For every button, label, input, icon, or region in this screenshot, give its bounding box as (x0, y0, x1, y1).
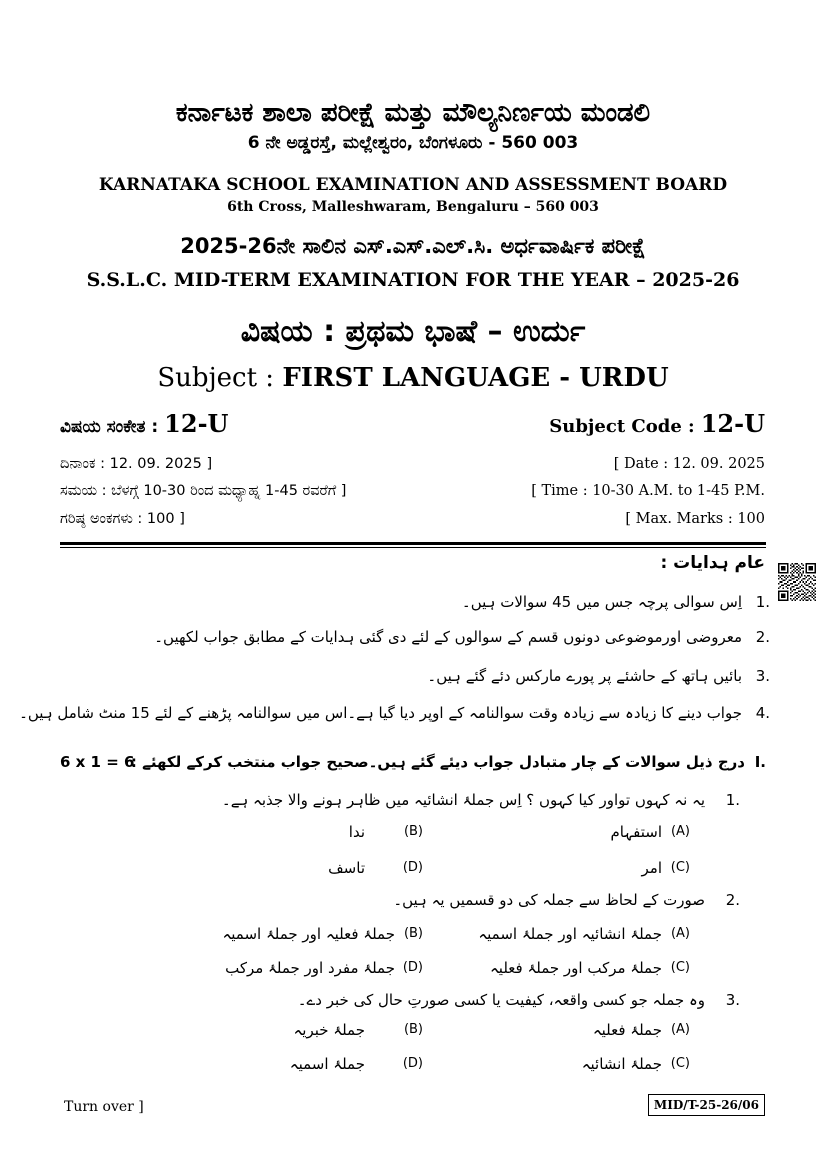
question-number: 1. (725, 791, 740, 809)
option-text: ندا (348, 823, 365, 841)
option-text: جملۂ اسمیہ (289, 1055, 365, 1073)
exam-title-english: S.S.L.C. MID-TERM EXAMINATION FOR THE YEAR – 2025-26 (86, 269, 740, 291)
option-text: تاسف (328, 859, 365, 877)
option-text: جملۂ مفرد اور جملۂ مرکب (225, 959, 395, 977)
option-label: (D) (402, 860, 423, 875)
subject-code-kannada (60, 408, 228, 443)
question-text: وہ جملہ جو کسی واقعہ، کیفیت یا کسی صورتِ حال کی خبر دے۔ (297, 991, 705, 1009)
option-label: (A) (670, 824, 690, 839)
board-address-kannada: 6 ನೇ ಅಡ್ಡರಸ್ತೆ, ಮಲ್ಲೇಶ್ವರಂ, ಬೆಂಗಳೂರು - 560 003 (247, 133, 579, 153)
qr-code-icon (778, 563, 816, 601)
time-kannada: ಸಮಯ : ಬೆಳಗ್ಗೆ 10-30 ರಿಂದ ಮಧ್ಯಾಹ್ನ 1-45 ರವರೆಗೆ ] (60, 483, 347, 499)
board-name-english: KARNATAKA SCHOOL EXAMINATION AND ASSESSMENT BOARD (98, 175, 728, 195)
section-marks: 6 x 1 = 6 (60, 753, 135, 771)
instruction-text: بائیں ہاتھ کے حاشئے پر پورے مارکس دئے گئے ہیں۔ (427, 667, 742, 685)
instruction-number: 3. (755, 667, 770, 685)
time-english: [ Time : 10-30 A.M. to 1-45 P.M. (531, 483, 765, 499)
option-label: (C) (670, 1056, 690, 1071)
subject-code-kannada-label: ವಿಷಯ ಸಂಕೇತ : (60, 417, 159, 437)
max-marks-english: [ Max. Marks : 100 (625, 511, 765, 527)
section-heading: درج ذیل سوالات کے چار متبادل جواب دیئے گئے ہیں۔صحیح جواب منتخب کرکے لکھئے : (130, 753, 745, 771)
instruction-text: جواب دینے کا زیادہ سے زیادہ وقت سوالنامہ کے اوپر دیا گیا ہے۔اس میں سوالنامہ پڑھنے کے لئے 15 منٹ شامل ہیں۔ (19, 704, 742, 722)
question-number: 2. (725, 891, 740, 909)
instructions-title: عام ہدایات : (660, 553, 765, 573)
option-label: (B) (403, 1022, 423, 1037)
subject-title-english (0, 361, 826, 395)
option-label: (D) (402, 1056, 423, 1071)
exam-title-kannada: 2025-26ನೇ ಸಾಲಿನ ಎಸ್.ಎಸ್.ಎಲ್.ಸಿ. ಅರ್ಧವಾರ್ಷಿಕ ಪರೀಕ್ಷೆ (180, 234, 646, 258)
subject-code-kannada-value: 12-U (164, 409, 229, 438)
instruction-text: اِس سوالی پرچہ جس میں 45 سوالات ہیں۔ (461, 593, 742, 611)
option-label: (A) (670, 1022, 690, 1037)
question-text: یہ نہ کہوں تواور کیا کہوں ؟ اِس جملۂ انشائیہ میں ظاہر ہونے والا جذبہ ہے۔ (221, 791, 705, 809)
option-label: (B) (403, 824, 423, 839)
question-text: صورت کے لحاظ سے جملہ کی دو قسمیں یہ ہیں۔ (393, 891, 705, 909)
subject-code-english-value: 12-U (700, 409, 765, 438)
option-text: استفہام (610, 823, 662, 841)
option-label: (B) (403, 926, 423, 941)
instruction-number: 2. (755, 628, 770, 646)
date-english: [ Date : 12. 09. 2025 (613, 456, 765, 472)
header-divider (60, 542, 766, 548)
option-text: جملۂ خبریہ (293, 1021, 365, 1039)
instruction-number: 1. (755, 593, 770, 611)
option-label: (C) (670, 960, 690, 975)
option-label: (C) (670, 860, 690, 875)
max-marks-kannada: ಗರಿಷ್ಠ ಅಂಕಗಳು : 100 ] (60, 511, 185, 527)
subject-label: Subject : (157, 363, 283, 393)
option-text: جملۂ فعلیہ اور جملۂ اسمیہ (222, 925, 395, 943)
option-text: جملۂ فعلیہ (592, 1021, 662, 1039)
option-text: جملۂ انشائیہ (581, 1055, 662, 1073)
option-text: جملۂ مرکب اور جملۂ فعلیہ (490, 959, 662, 977)
instruction-number: 4. (755, 704, 770, 722)
paper-code: MID/T-25-26/06 (648, 1094, 765, 1116)
subject-code-english-label: Subject Code : (549, 416, 695, 437)
board-address-english: 6th Cross, Malleshwaram, Bengaluru – 560 003 (227, 199, 599, 215)
subject-title-kannada: ವಿಷಯ : ಪ್ರಥಮ ಭಾಷೆ – ಉರ್ದು (240, 314, 586, 349)
subject-name: FIRST LANGUAGE - URDU (282, 363, 669, 393)
option-label: (A) (670, 926, 690, 941)
subject-code-english (549, 408, 765, 443)
instruction-text: معروضی اورموضوعی دونوں قسم کے سوالوں کے لئے دی گئی ہدایات کے مطابق جواب لکھیں۔ (154, 628, 742, 646)
date-kannada: ದಿನಾಂಕ : 12. 09. 2025 ] (60, 456, 213, 472)
question-number: 3. (725, 991, 740, 1009)
option-text: جملۂ انشائیہ اور جملۂ اسمیہ (478, 925, 662, 943)
section-number: I. (754, 753, 766, 771)
option-label: (D) (402, 960, 423, 975)
option-text: امر (641, 859, 662, 877)
turn-over-note: Turn over ] (64, 1099, 144, 1115)
board-name-kannada: ಕರ್ನಾಟಕ ಶಾಲಾ ಪರೀಕ್ಷೆ ಮತ್ತು ಮೌಲ್ಯನಿರ್ಣಯ ಮಂಡಲಿ (175, 98, 651, 128)
